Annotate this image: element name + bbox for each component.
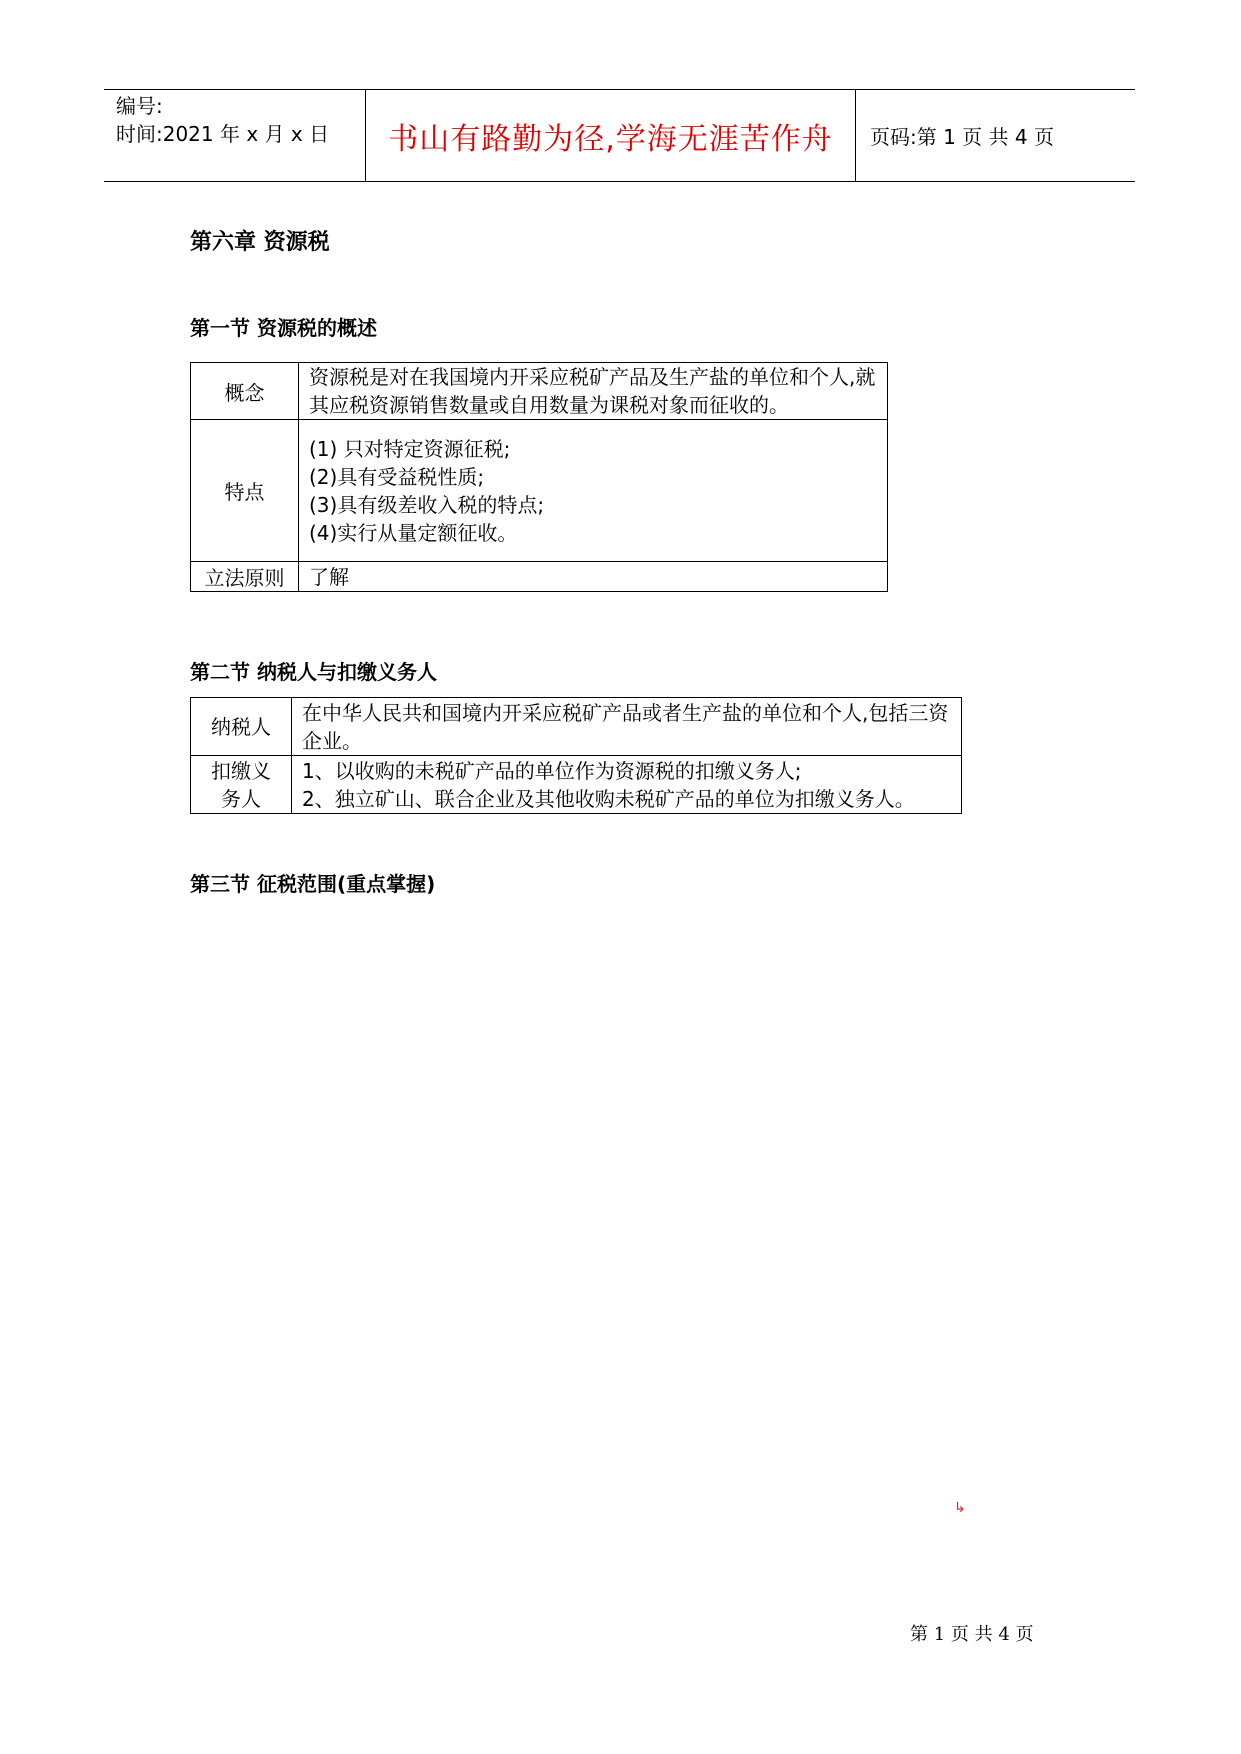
feature-item: (4)实行从量定额征收。 [309,520,518,545]
header-motto: 书山有路勤为径,学海无涯苦作舟 [366,90,856,181]
section-3-title: 第三节 征税范围(重点掌握) [190,872,436,896]
table-row [191,562,888,592]
row-value-principle: 了解 [299,562,888,592]
section-2-title: 第二节 纳税人与扣缴义务人 [190,660,437,684]
table-row [191,698,962,756]
overview-table [190,362,888,592]
agent-item: 1、以收购的未税矿产品的单位作为资源税的扣缴义务人; [302,758,802,783]
chapter-title: 第六章 资源税 [190,230,330,255]
header-page-info: 页码:第 1 页 共 4 页 [870,125,1054,149]
feature-item: (3)具有级差收入税的特点; [309,492,545,517]
header-meta [104,90,366,181]
agent-item: 2、独立矿山、联合企业及其他收购未税矿产品的单位为扣缴义务人。 [302,786,915,811]
row-key-taxpayer: 纳税人 [191,698,292,756]
feature-item: (1) 只对特定资源征税; [309,436,511,461]
withholding-agent-label: 扣缴义务人 [211,758,271,811]
table-row [191,756,962,814]
row-key-concept: 概念 [191,363,299,420]
row-value-features [299,420,888,562]
document-header [104,89,1135,182]
row-key-principle: 立法原则 [191,562,299,592]
row-key-withholding-agent [191,756,292,814]
section-1-title: 第一节 资源税的概述 [190,316,377,340]
feature-item: (2)具有受益税性质; [309,464,485,489]
table-row [191,420,888,562]
number-label: 编号: [116,94,163,118]
taxpayer-table [190,697,962,814]
row-key-features: 特点 [191,420,299,562]
time-label: 时间:2021 年 x 月 x 日 [116,122,330,146]
table-row [191,363,888,420]
row-value-concept: 资源税是对在我国境内开采应税矿产品及生产盐的单位和个人,就其应税资源销售数量或自用数量为课税对象而征收的。 [299,363,888,420]
paragraph-mark-icon: ↳ [954,1500,966,1516]
page-footer: 第 1 页 共 4 页 [910,1624,1034,1645]
row-value-taxpayer: 在中华人民共和国境内开采应税矿产品或者生产盐的单位和个人,包括三资企业。 [292,698,962,756]
row-value-withholding-agent [292,756,962,814]
